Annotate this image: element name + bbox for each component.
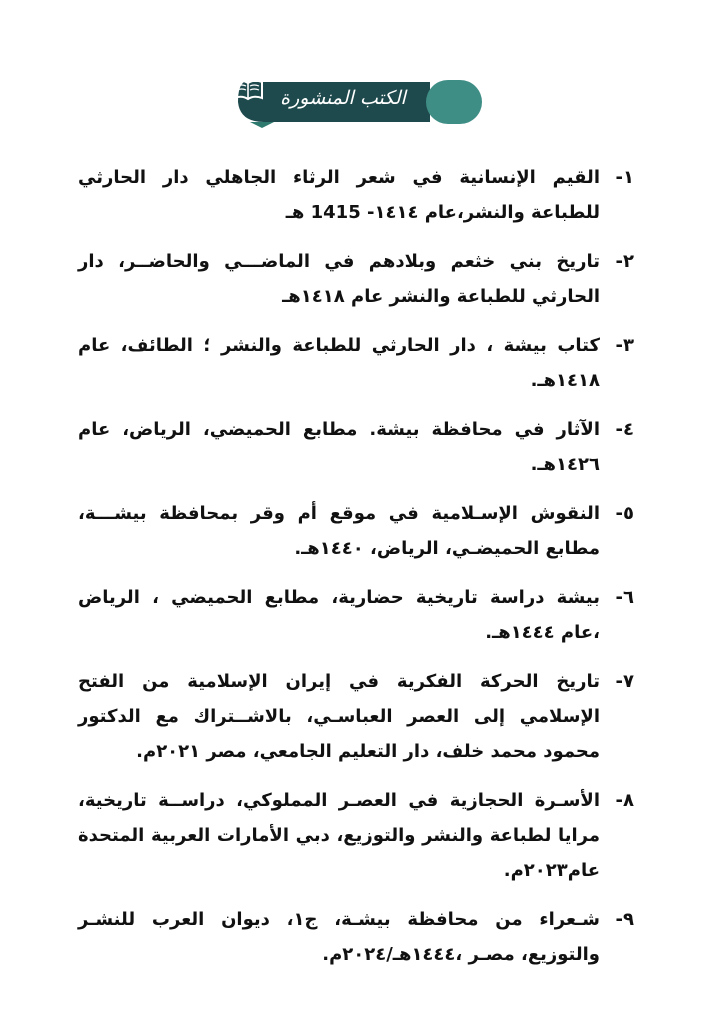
item-text: شـعراء من محافظة بيشـة، ج١، ديوان العرب للنشـر والتوزيع، مصـر ،١٤٤٤هـ/٢٠٢٤م. [78, 909, 601, 965]
item-text: تاريخ الحركة الفكرية في إيران الإسلامية من الفتح الإسلامي إلى العصر العباسـي، بالاشــتراك مع الدكتور محمود محمد خلف، دار التعليم الجامعي، مصر ٢٠٢١م. [78, 671, 600, 762]
item-text: النقوش الإسـلامية في موقع أم وقر بمحافظة بيشـــة، مطابع الحميضـي، الرياض، ١٤٤٠هـ. [78, 503, 600, 559]
item-number: ٨- [615, 790, 634, 811]
item-number: ٩- [615, 909, 634, 930]
list-item [78, 244, 634, 314]
list-item [78, 412, 634, 482]
published-books-list [78, 160, 634, 986]
item-text: كتاب بيشة ، دار الحارثي للطباعة والنشر ؛ الطائف، عام ١٤١٨هـ. [78, 335, 600, 391]
item-number: ٧- [615, 671, 634, 692]
item-text: الآثار في محافظة بيشة. مطابع الحميضي، الرياض، عام ١٤٢٦هـ. [78, 419, 600, 475]
item-text: تاريخ بني خثعم وبلادهم في الماضـــي والحاضــر، دار الحارثي للطباعة والنشر عام ١٤١٨هـ [78, 251, 600, 307]
item-number: ٣- [615, 335, 634, 356]
item-text: الأسـرة الحجازية في العصـر المملوكي، دراســة تاريخية، مرايا لطباعة والنشر والتوزيع، دبي الأمارات العربية المتحدة عام٢٠٢٣م. [78, 790, 600, 881]
list-item [78, 496, 634, 566]
item-text: بيشة دراسة تاريخية حضارية، مطابع الحميضي ، الرياض ،عام ١٤٤٤هـ. [78, 587, 600, 643]
list-item [78, 783, 634, 888]
list-item [78, 160, 634, 230]
list-item [78, 664, 634, 769]
item-number: ١- [615, 167, 634, 188]
item-number: ٦- [615, 587, 634, 608]
item-number: ٤- [615, 419, 634, 440]
item-text: القيم الإنسانية في شعر الرثاء الجاهلي دار الحارثي للطباعة والنشر،عام ١٤١٤- 1415 هـ [78, 167, 600, 223]
page-title: الكتب المنشورة [280, 87, 406, 109]
item-number: ٥- [615, 503, 634, 524]
list-item [78, 328, 634, 398]
list-item [78, 902, 634, 972]
item-number: ٢- [615, 251, 634, 272]
list-item [78, 580, 634, 650]
open-book-icon [230, 76, 266, 104]
section-header-banner [230, 76, 484, 128]
